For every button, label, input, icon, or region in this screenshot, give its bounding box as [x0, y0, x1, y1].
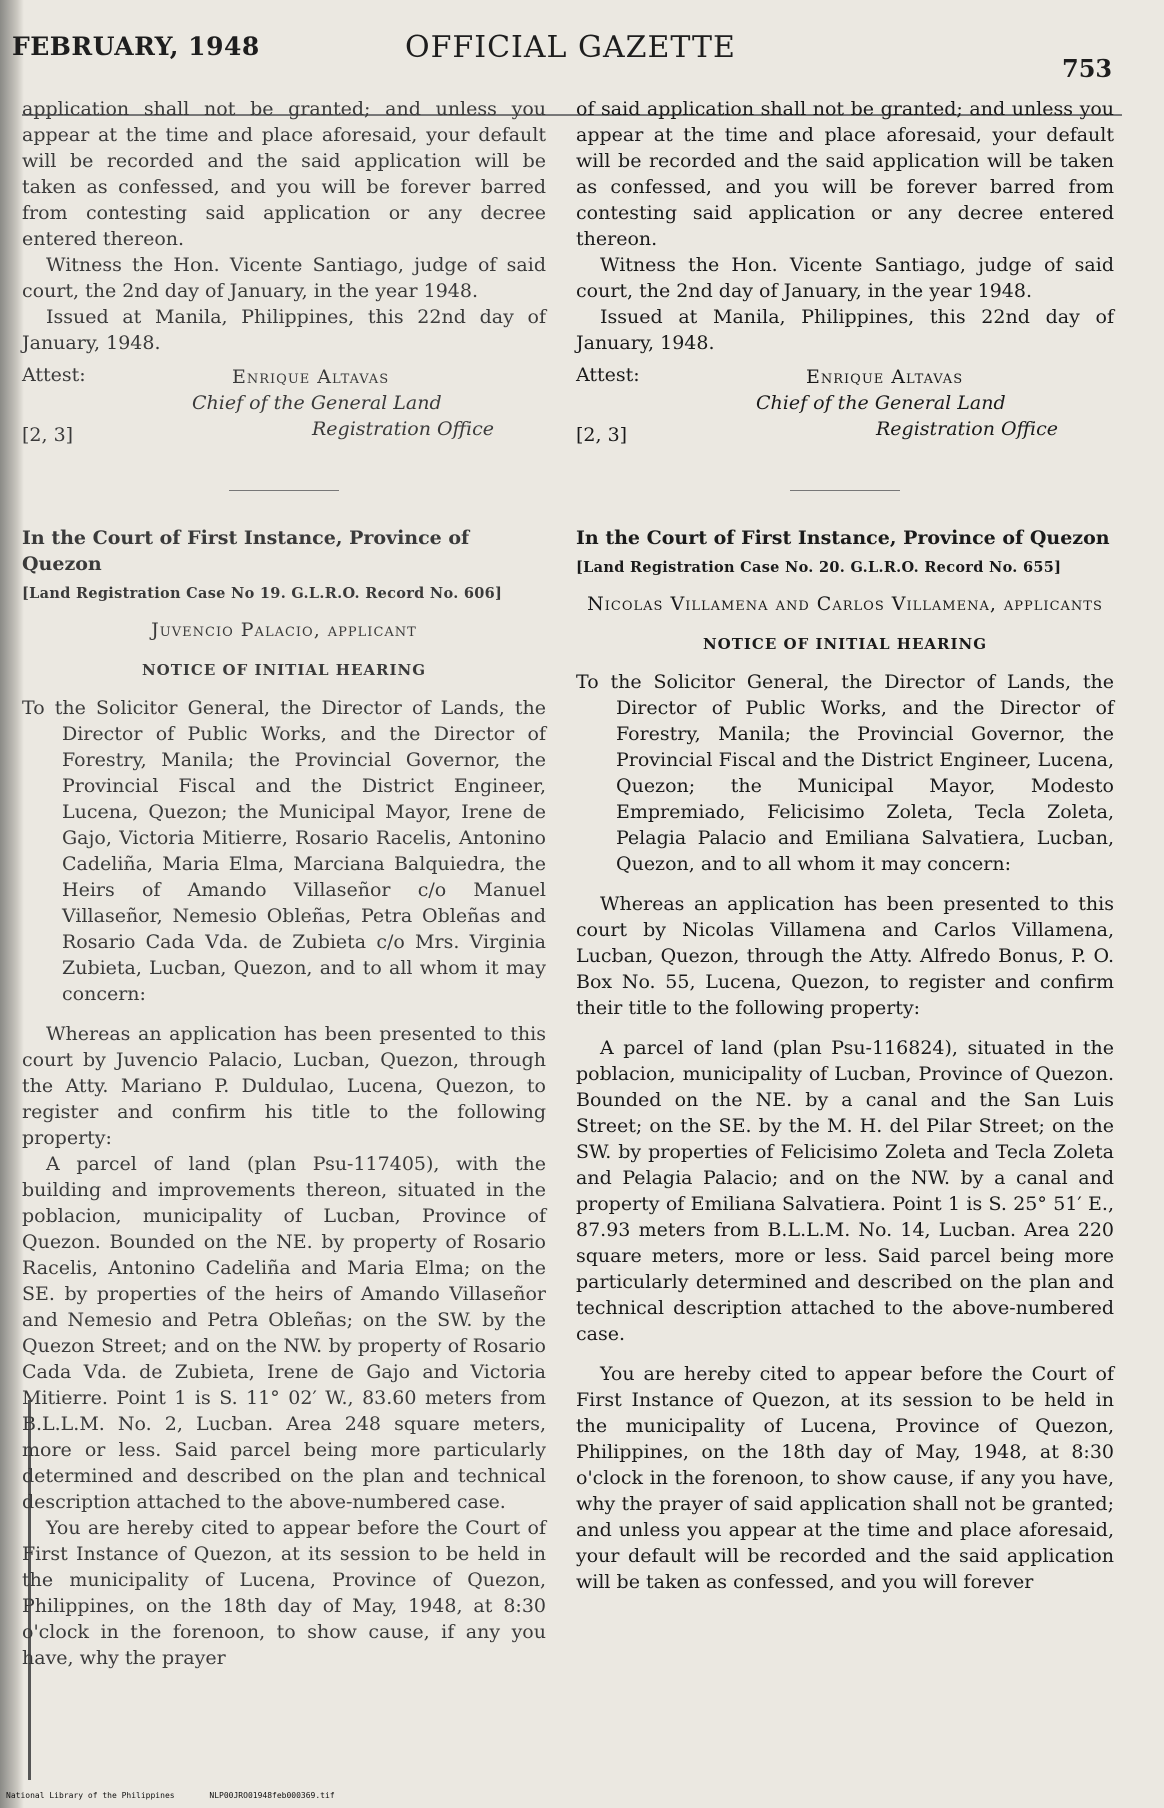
left-issued: Issued at Manila, Philippines, this 22nd day of January, 1948. [22, 306, 546, 354]
right-notice-heading: NOTICE OF INITIAL HEARING [702, 635, 988, 653]
right-issue-ref: [2, 3] [576, 424, 628, 446]
right-witness: Witness the Hon. Vicente Santiago, judge of said court, the 2nd day of January, in the year 1948. [576, 254, 1114, 302]
right-whereas: Whereas an application has been presented to this court by Nicolas Villamena and Carlos Villamena, Lucban, Quezon, through the Atty. Alfredo Bonus, P. O. Box No. 55, Lucena, Quezon, to register and confirm their title to the following property: [576, 893, 1114, 1019]
right-issued: Issued at Manila, Philippines, this 22nd day of January, 1948. [576, 306, 1114, 354]
right-divider [790, 490, 900, 491]
left-case-line: [Land Registration Case No 19. G.L.R.O. Record No. 606] [22, 585, 503, 602]
left-witness: Witness the Hon. Vicente Santiago, judge of said court, the 2nd day of January, in the year 1948. [22, 254, 546, 302]
left-cited: You are hereby cited to appear before the Court of First Instance of Quezon, at its session to be held in the municipality of Lucena, Province of Quezon, Philippines, on the 18th day of May, 1948, at 8:30 o'clock in the forenoon, to show cause, if any you have, why the prayer [22, 1517, 546, 1669]
header-date: FEBRUARY, 1948 [12, 32, 260, 61]
right-cited: You are hereby cited to appear before the Court of First Instance of Quezon, at its session to be held in the municipality of Lucena, Province of Quezon, Philippines, on the 18th day of May, 1948, at 8:30 o'clock in the forenoon, to show cause, if any you have, why the prayer of said application shall not be granted; and unless you appear at the time and place aforesaid, your default will be recorded and the said application will be taken as confessed, and you will forever [576, 1363, 1114, 1593]
left-attest-title-line1: Chief of the General Land [192, 392, 442, 414]
left-addressees: To the Solicitor General, the Director of Lands, the Director of Public Works, and the Director of Forestry, Manila; the Provincial Governor, the Provincial Fiscal and the District Engineer, Lucena, Quezon; the Municipal Mayor, Irene de Gajo, Victoria Mitierre, Rosario Racelis, Antonino Cadeliña, Maria Elma, Marciana Balquiedra, the Heirs of Amando Villaseñor c/o Manuel Villaseñor, Nemesio Obleñas, Petra Obleñas and Rosario Cada Vda. de Zubieta c/o Mrs. Virginia Zubieta, Lucban, Quezon, and to all whom it may concern: [22, 697, 546, 1005]
left-parcel: A parcel of land (plan Psu-117405), with the building and improvements thereon, situated in the poblacion, municipality of Lucban, Province of Quezon. Bounded on the NE. by property of Rosario Racelis, Antonino Cadeliña and Maria Elma; on the SE. by properties of the heirs of Amando Villaseñor and Nemesio and Petra Obleñas; on the SW. by the Quezon Street; and on the NW. by property of Rosario Cada Vda. de Zubieta, Irene de Gajo and Victoria Mitierre. Point 1 is S. 11° 02′ W., 83.60 meters from B.L.L.M. No. 2, Lucban. Area 248 square meters, more or less. Said parcel being more particularly determined and described on the plan and technical description attached to the above-numbered case. [22, 1153, 546, 1513]
right-court-heading: In the Court of First Instance, Province of Quezon [576, 527, 1110, 549]
left-attest-label: Attest: [22, 364, 86, 386]
footer-library: National Library of the Philippines [6, 1791, 175, 1800]
left-issue-ref: [2, 3] [22, 424, 74, 446]
left-attest-title-line2: Registration Office [312, 418, 495, 440]
left-column [22, 96, 546, 1671]
right-attest-block [576, 362, 1114, 462]
page-binding-shadow [0, 0, 24, 1808]
page-number: 753 [1062, 54, 1113, 83]
left-attest-name: Enrique Altavas [232, 366, 390, 388]
left-attest-block [22, 362, 546, 462]
right-column [576, 96, 1114, 1595]
right-continuation: of said application shall not be granted; and unless you appear at the time and place aforesaid, your default will be recorded and the said application will be taken as confessed, and you will be forever barred from contesting said application or any decree entered thereon. [576, 98, 1114, 250]
right-attest-name: Enrique Altavas [806, 366, 964, 388]
right-applicants: Nicolas Villamena and Carlos Villamena, applicants [587, 593, 1103, 615]
scan-footer [6, 1791, 365, 1800]
right-attest-label: Attest: [576, 364, 640, 386]
left-whereas: Whereas an application has been presented to this court by Juvencio Palacio, Lucban, Quezon, through the Atty. Mariano P. Duldulao, Lucena, Quezon, to register and confirm his title to the following property: [22, 1023, 546, 1149]
left-court-heading: In the Court of First Instance, Province of Quezon [22, 527, 470, 575]
right-case-line: [Land Registration Case No. 20. G.L.R.O. Record No. 655] [576, 559, 1062, 576]
left-continuation: application shall not be granted; and unless you appear at the time and place aforesaid, your default will be recorded and the said application will be taken as confessed, and you will be forever barred from contesting said application or any decree entered thereon. [22, 98, 546, 250]
right-attest-title-line2: Registration Office [876, 418, 1059, 440]
footer-filename: NLP00JRO01948feb000369.tif [209, 1791, 335, 1800]
right-addressees: To the Solicitor General, the Director of Lands, the Director of Public Works, and the Director of Forestry, Manila; the Provincial Governor, the Provincial Fiscal and the District Engineer, Lucena, Quezon; the Municipal Mayor, Modesto Empremiado, Felicisimo Zoleta, Tecla Zoleta, Pelagia Palacio and Emiliana Salvatiera, Lucban, Quezon, and to all whom it may concern: [576, 671, 1114, 875]
left-notice-heading: NOTICE OF INITIAL HEARING [141, 661, 427, 679]
page-header [0, 28, 1164, 88]
left-applicant: Juvencio Palacio, applicant [151, 619, 417, 641]
left-divider [229, 490, 339, 491]
right-parcel: A parcel of land (plan Psu-116824), situated in the poblacion, municipality of Lucban, Province of Quezon. Bounded on the NE. by a canal and the San Luis Street; on the SE. by the M. H. del Pilar Street; on the SW. by properties of Felicisimo Zoleta and Tecla Zoleta and Pelagia Palacio; and on the NW. by a canal and property of Emiliana Salvatiera. Point 1 is S. 25° 51′ E., 87.93 meters from B.L.L.M. No. 14, Lucban. Area 220 square meters, more or less. Said parcel being more particularly determined and described on the plan and technical description attached to the above-numbered case. [576, 1037, 1114, 1345]
right-attest-title-line1: Chief of the General Land [756, 392, 1006, 414]
header-title: OFFICIAL GAZETTE [405, 30, 736, 65]
